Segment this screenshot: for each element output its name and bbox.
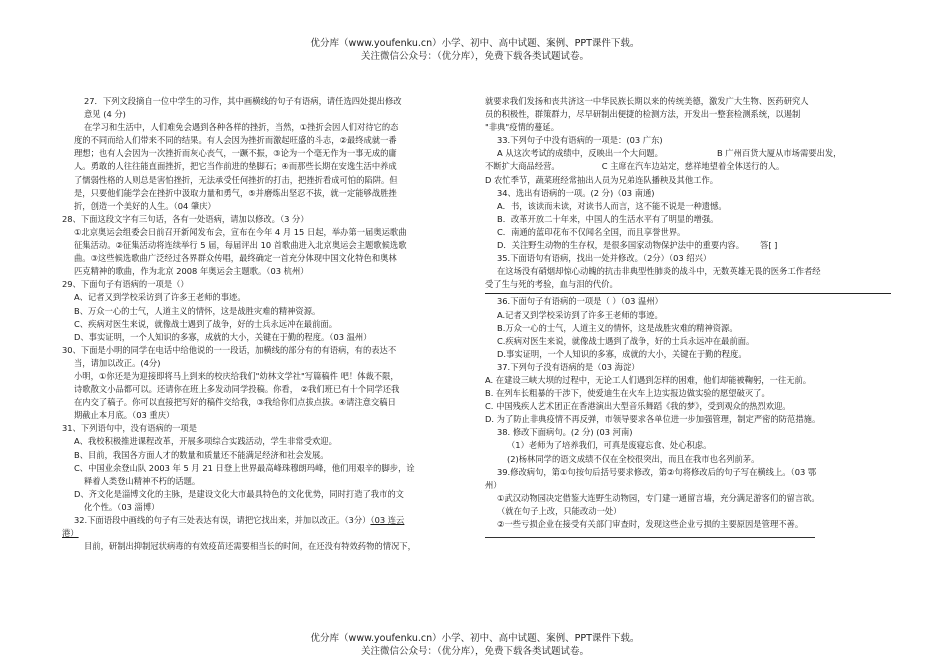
q28-line: 曲。③这些候选歌曲广泛经过各界群众传唱，最终确定一首充分体现中国文化特色和奥林 <box>74 253 397 264</box>
footer-line-1: 优分库（www.youfenku.cn）小学、初中、高中试题、案例、PPT课件下载。 <box>310 633 640 644</box>
q32-source-cont <box>62 527 480 540</box>
q38-sentence-1: （1）老师为了培养我们，可真是废寝忘食、处心积虑。 <box>507 440 712 451</box>
q28-line: ①北京奥运会组委会日前召开新闻发布会，宣布在今年 4 月 15 日起，举办第一届奥运歌曲 <box>74 226 407 237</box>
q34-stem: 34、选出有语病的一项。(2 分)（03 南通) <box>497 187 655 198</box>
q29-option-c: C、疾病对医生来说，就像战士遇到了战争，好的士兵永远冲在最前面。 <box>74 318 337 329</box>
q31-option-a: A、我校积极推进课程改革，开展多项综合实践活动，学生非常受欢迎。 <box>74 436 337 447</box>
question-38 <box>485 426 891 465</box>
q37-option-a: A. 在建设三峡大坝的过程中，无论工人们遇到怎样的困难，他们却能被鞠躬，一往无前。 <box>485 374 812 385</box>
q33-option-a-b <box>485 147 891 160</box>
q29-stem: 29、下面句子有语病的一项是（） <box>62 279 189 290</box>
q39-stem-cont: 州） <box>485 479 502 490</box>
question-32 <box>62 514 480 553</box>
q28-stem: 28、下面这段文字有三句话，各有一处语病，请加以修改。（3 分） <box>62 213 309 224</box>
q27-line: 折，创造一个美好的人生。（04 肇庆） <box>74 200 216 211</box>
section-divider <box>485 293 891 294</box>
q29-option-a: A、记者又到学校采访到了许多王老师的事迹。 <box>74 292 246 303</box>
question-28 <box>62 213 480 278</box>
q27-stem: 27．下列文段摘自一位中学生的习作，其中画横线的句子有语病，请任选四处提出修改 <box>84 96 402 106</box>
q32-stem-text: 32.下面语段中画线的句子有三处表达有误，请把它找出来，并加以改正。（3分） <box>74 515 371 525</box>
q30-stem: 30、下面是小明的同学在电话中给他说的一一段话，加横线的部分有的有语病，有的表达不 <box>62 344 397 355</box>
q31-option-d-cont: 化个性。（03 淄博） <box>84 501 160 512</box>
q33-option-b-cont: 不断扩大商品经营。 <box>485 161 560 172</box>
q34-option-c: C．南通的蓝印花布不仅闻名全国，而且享誉世界。 <box>497 226 686 237</box>
q29-option-b: B、万众一心的士气，人道主义的情怀，这是战胜灾难的精神资源。 <box>74 305 321 316</box>
q38-stem: 38. 修改下面病句。(2 分) (03 河南) <box>497 427 633 438</box>
q30-stem-cont: 当，请加以改正。(4分) <box>74 357 161 368</box>
q27-stem-cont: 意见 (4 分) <box>84 109 126 120</box>
q32-source-link[interactable]: （03 连云 <box>370 515 405 525</box>
question-31 <box>62 422 480 514</box>
q38-sentence-2: (2)杨林同学的语文成绩不仅在全校很突出，而且在我市也名列前茅。 <box>507 453 760 464</box>
q34-answer-bracket: 答[ ] <box>760 240 778 251</box>
passage-line: "非典"疫情的蔓延。 <box>485 122 560 133</box>
left-column <box>62 95 480 553</box>
question-36 <box>485 295 891 360</box>
page-header <box>0 37 950 63</box>
question-34 <box>485 187 891 252</box>
q32-passage: 目前，研制出抑制冠状病毒的有效疫苗还需要相当长的时间，在还没有特效药物的情况下， <box>84 541 416 552</box>
question-33 <box>485 134 891 186</box>
q39-sentence-2: ②一些亏损企业在接受有关部门审查时，发现这些企业亏损的主要原因是管理不善。 <box>497 519 804 529</box>
q33-stem: 33.下列句子中没有语病的一项是：(03 广东) <box>497 135 663 146</box>
q37-option-c: C. 中国残疾人艺术团正在香港演出大型音乐舞蹈《我的梦》，受到观众的热烈欢迎。 <box>485 401 791 412</box>
q28-line: 征集活动。②征集活动将连续举行 5 届，每届评出 10 首歌曲进入北京奥运会主题歌候选歌 <box>74 240 407 251</box>
q34-option-a: A．书，该读而未读，对读书人而言，这不能不说是一种遗憾。 <box>497 200 727 211</box>
q33-option-d: D 农忙季节，蔬菜班经常抽出人员为兄弟连队播秧及其他工作。 <box>485 174 719 185</box>
q34-option-d-row <box>485 239 891 252</box>
question-39 <box>485 466 891 538</box>
q33-option-b: B 广州百货大厦从市场需要出发， <box>716 148 842 159</box>
header-line-2: 关注微信公众号：（优分库），免费下载各类试题试卷。 <box>360 51 589 62</box>
q34-option-b: B．改革开放二十年来，中国人的生活水平有了明显的增强。 <box>497 213 719 224</box>
passage-line: 员的积极性，群策群力，尽早研制出便捷的检测方法，开发出一整套检测系统，以遏制 <box>485 109 801 120</box>
q28-line: 匹克精神的歌曲，作为北京 2008 年奥运会主题歌。（03 杭州） <box>74 266 309 277</box>
q35-stem: 35.下面语句有语病，找出一处并修改。（2分）（03 绍兴） <box>497 253 712 264</box>
right-column <box>485 95 891 538</box>
q36-option-b: B.万众一心的士气，人道主义的情怀，这是战胜灾难的精神资源。 <box>497 322 738 333</box>
passage-line: 就要求我们发扬和丧共济这一中华民族长期以来的传统美德，激发广大生物、医药研究人 <box>485 96 809 106</box>
page-footer <box>0 632 950 658</box>
q36-option-c: C.疾病对医生来说，就像战士遇到了战争，好的士兵永远冲在最前面。 <box>497 335 755 346</box>
q35-line: 受了生与死的考验，血与泪的代价。 <box>485 279 618 290</box>
q39-stem: 39.修改病句，第①句按句后括号要求修改，第②句将修改后的句子写在横线上。（03 鄂 <box>497 466 817 477</box>
q37-stem: 37.下列句子没有语病的是（03 海淀） <box>497 361 640 372</box>
q37-option-b: B. 在列车长粗暴的干涉下，使爱迪生在火车上边实报边做实验的愿望破灭了。 <box>485 388 770 399</box>
q30-line: 小明，①你还是为迎接即将马上到来的校庆给我们"幼林文学社"写篇稿件 吧！体裁不限， <box>74 370 399 381</box>
question-27 <box>62 95 480 213</box>
q27-line: 理想；也有人会因为一次挫折而灰心丧气，一蹶不振，③论为一个毫无作为一事无成的庸 <box>74 148 397 159</box>
q27-line: 了懦弱性格的人则总是害怕挫折，无法承受任何挫折的打击，把挫折看成可怕的陷阱。但 <box>74 174 398 185</box>
q35-line: 在这场没有硝烟却惊心动魄的抗击非典型性肺炎的战斗中，无数英雄无畏的医务工作者经 <box>497 266 821 277</box>
question-37 <box>485 361 891 426</box>
q37-option-d: D. 为了防止非典疫情不再反弹，市领导要求各单位进一步加强管理，制定严密的防范措施。 <box>485 414 821 425</box>
q32-source-link-cont[interactable]: 港） <box>62 528 79 539</box>
q29-option-d: D、事实证明，一个人知识的多寡，成就的大小，关键在于勤的程度。（03 温州） <box>74 331 372 342</box>
q39-sentence-1: ①武汉动物园决定借鉴大连野生动物园，专门建一通留言墙，充分满足游客们的留言欲。 <box>497 492 820 503</box>
q31-stem: 31、下列语句中，没有语病的一项是 <box>62 423 198 434</box>
q32-passage-continued <box>485 95 891 134</box>
q39-sentence-1-note: （就在句子上改，只能改动一处） <box>497 505 622 516</box>
footer-line-2: 关注微信公众号：（优分库），免费下载各类试题试卷。 <box>360 646 589 657</box>
question-30 <box>62 344 480 423</box>
q33-option-c: C 主席在汽车边站定，慈祥地望着全体送行的人。 <box>601 161 785 172</box>
q27-line: 在学习和生活中，人们难免会遇到各种各样的挫折，当然，①挫折会因人们对待它的态 <box>84 122 399 133</box>
q30-line: 期截止本月底。（03 重庆） <box>74 410 175 421</box>
header-line-1: 优分库（www.youfenku.cn）小学、初中、高中试题、案例、PPT课件下载。 <box>310 38 640 49</box>
q31-option-c: C、中国业余登山队 2003 年 5 月 21 日登上世界最高峰珠穆朗玛峰，他们用艰辛的脚步，诠 <box>74 462 415 473</box>
q36-option-d: D.事实证明，一个人知识的多寡，成就的大小，关键在于勤的程度。 <box>497 348 747 359</box>
q33-option-b-cont-c <box>485 160 891 173</box>
question-35 <box>485 252 891 291</box>
q27-line: 人。勇敢的人往往能直面挫折，把它当作前进的垫脚石；④而那些长期在安逸生活中养成 <box>74 161 397 172</box>
answer-line <box>485 537 815 538</box>
question-29 <box>62 278 480 343</box>
q31-option-b: B、目前，我国各方面人才的数量和质量还不能满足经济和社会发展。 <box>74 449 329 460</box>
q36-stem: 36.下面句子有语病的一项是（ ）（03 温州） <box>497 296 663 307</box>
q31-option-d: D、齐文化是淄博文化的主脉，是建设文化大市最具特色的文化优势，同时打造了我市的文 <box>74 488 404 499</box>
q33-option-a: A 从这次考试的成绩中，反映出一个大问题。 <box>497 148 663 159</box>
q27-line: 是，只要他们能学会在挫折中汲取力量和勇气，⑤并磨炼出坚忍不拔，就一定能够战胜挫 <box>74 187 397 198</box>
q31-option-c-cont: 释着人类登山精神不朽的话题。 <box>84 475 201 486</box>
q36-option-a: A.记者又到学校采访到了许多王老师的事迹。 <box>497 309 663 320</box>
q30-line: 在内交了稿子。你可以直接把写好的稿件交给我，③我给你们点拔点拔。④请注意交稿日 <box>74 397 396 408</box>
q30-line: 诗歌散文小品都可以。还请你在班上多发动同学投稿。你看， ②我们班已有十个同学还我 <box>74 384 400 395</box>
q32-stem <box>62 514 480 527</box>
q27-line: 度的不同而给人们带来不同的结果。有人会因为挫折而激起旺盛的斗志，②最终成就一番 <box>74 135 397 146</box>
q34-option-d: D．关注野生动物的生存权，是很多国家动物保护法中的重要内容。 <box>497 240 745 251</box>
